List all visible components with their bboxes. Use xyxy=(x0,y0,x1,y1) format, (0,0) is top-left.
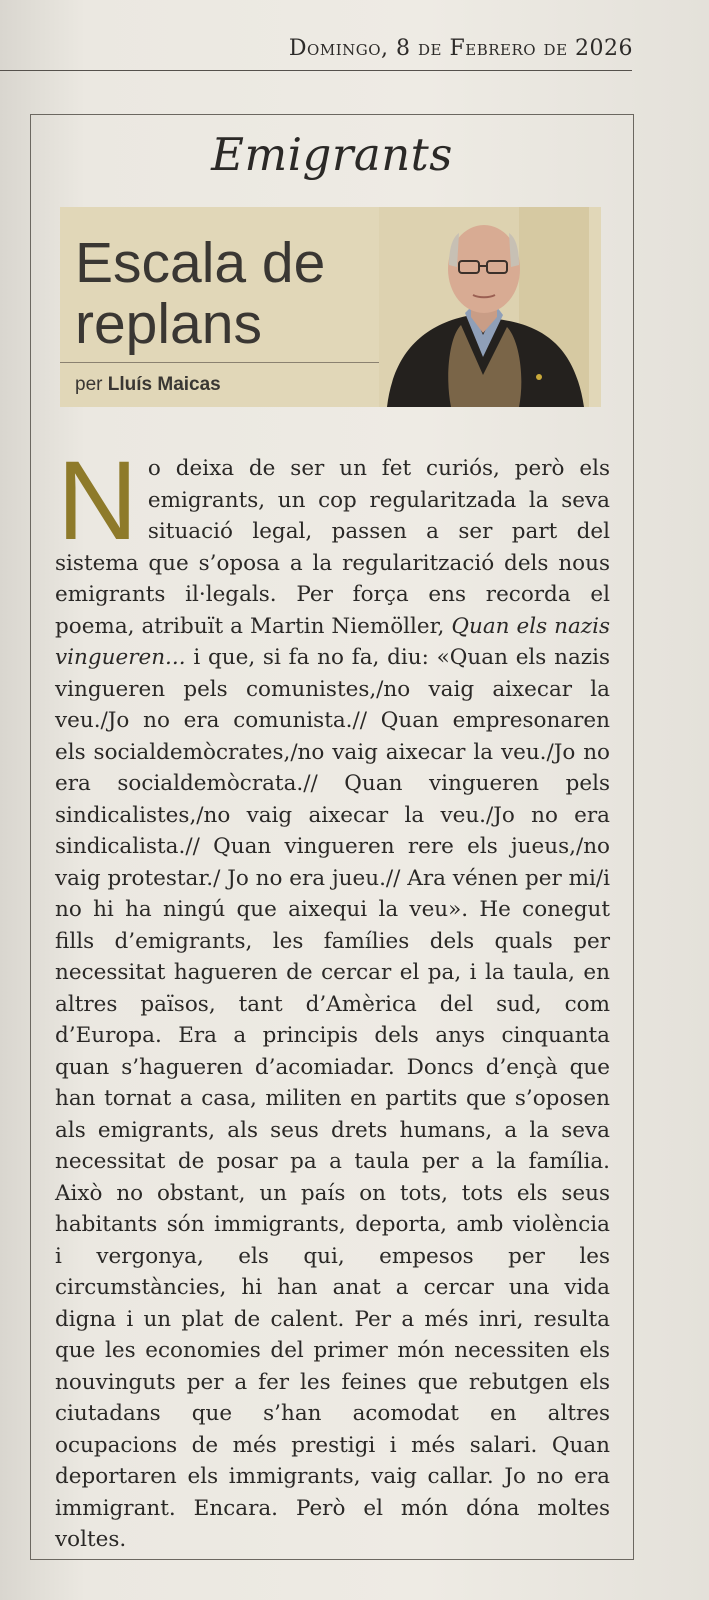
article-text-part1: o deixa de ser un fet curiós, però els emigrants, un cop regularitzada la seva situació legal, passen a ser part del sistema que s’oposa a la regularització dels nous emigrants il·legals. Per força ens recorda el poema, atribuït a Martin Niemöller, xyxy=(55,456,610,639)
author-photo xyxy=(379,207,589,407)
column-header xyxy=(60,207,601,407)
drop-cap: N xyxy=(57,438,138,563)
article-text-part2: i que, si fa no fa, diu: «Quan els nazis vingueren pels comunistes,/no vaig aixecar la veu./Jo no era comunista.// Quan empresonaren els socialdemòcrates,/no vaig aixecar la veu./Jo no era socialdemòcrata.// Quan vingueren pels sindicalistes,/no vaig aixecar la veu./Jo no era sindicalista.// Quan vingueren rere els jueus,/no vaig protestar./ Jo no era jueu.// Ara vénen per mi/i no hi ha ningú que aixequi la veu». He conegut fills d’emigrants, les famílies dels quals per necessitat hagueren de cercar el pa, i la taula, en altres països, tant d’Amèrica del sud, com d’Europa. Era a principis dels anys cinquanta quan s’hagueren d’acomiadar. Doncs d’ençà que han tornat a casa, militen en partits que s’oposen als emigrants, als seus drets humans, a la seva necessitat de posar pa a taula per a la família. Això no obstant, un país on tots, tots els seus habitants són immigrants, deporta, amb violència i vergonya, els qui, empesos per les circumstàncies, hi han anat a cercar una vida digna i un plat de calent. Per a més inri, resulta que les economies del primer món necessiten els nouvinguts per a fer les feines que rebutgen els ciutadans que s’han acomodat en altres ocupacions de més prestigi i més salari. Quan deportaren els immigrants, vaig callar. Jo no era immigrant. Encara. Però el món dóna moltes voltes. xyxy=(55,645,610,1552)
column-name-line2: replans xyxy=(75,292,262,356)
author-name: Lluís Maicas xyxy=(107,374,221,395)
section-title: Emigrants xyxy=(211,128,453,181)
page-date: Domingo, 8 de Febrero de 2026 xyxy=(288,36,633,61)
byline-prefix: per xyxy=(75,374,103,395)
article-paragraph xyxy=(55,438,611,1556)
poem-title: Quan els nazis vingueren... xyxy=(55,613,611,670)
article-body xyxy=(55,438,611,1556)
column-name-line1: Escala de xyxy=(75,231,326,295)
byline xyxy=(75,374,221,396)
column-name xyxy=(75,233,415,355)
header-divider xyxy=(0,70,632,71)
